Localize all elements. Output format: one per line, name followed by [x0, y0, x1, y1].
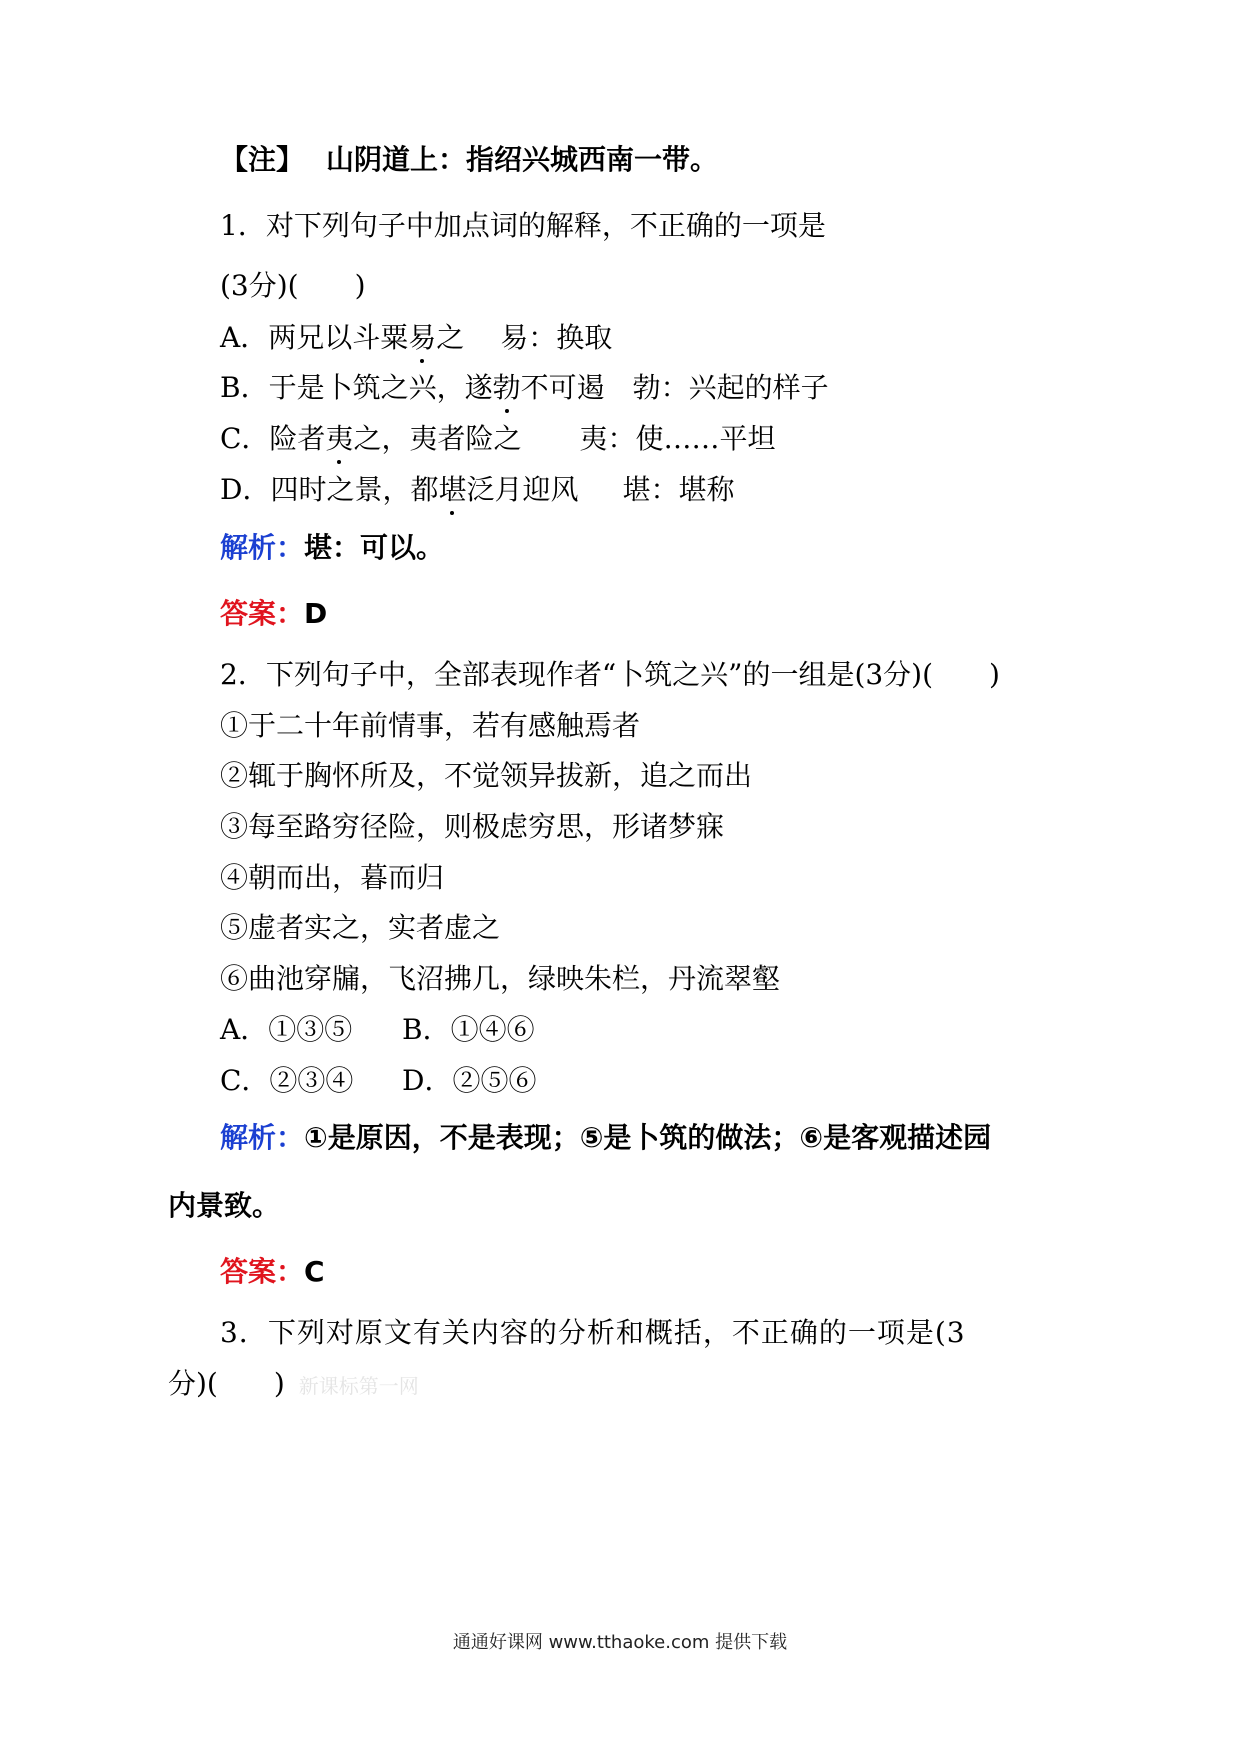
- q1-option-d: D．四时之景，都堪泛月迎风 堪：堪称: [220, 473, 735, 506]
- q1-answer: [220, 596, 327, 632]
- q2-option-c: C．②③④: [220, 1064, 354, 1097]
- emphasis-dot-word: 勃: [492, 371, 521, 404]
- q3-stem-score: 分)( ) 新课标第一网: [168, 1367, 419, 1400]
- q1-option-gloss: 堪：堪称: [622, 473, 735, 506]
- q2-analysis: [220, 1120, 991, 1156]
- answer-label: 答案：: [220, 597, 305, 630]
- q2-item-1: ①于二十年前情事，若有感触焉者: [220, 709, 641, 742]
- q2-options-row-1: [220, 1012, 535, 1048]
- q2-option-b: B．①④⑥: [402, 1013, 535, 1046]
- q1-option-gloss: 易：换取: [500, 321, 613, 354]
- q2-option-a: A．①③⑤: [220, 1013, 353, 1046]
- answer-label: 答案：: [220, 1255, 305, 1288]
- q2-item-6: ⑥曲池穿牖，飞沼拂几，绿映朱栏，丹流翠壑: [220, 962, 781, 995]
- q1-analysis: [220, 530, 444, 566]
- analysis-text: 堪：可以。: [304, 531, 445, 564]
- q2-analysis-continued: 内景致。: [168, 1189, 281, 1222]
- q3-stem: 3．下列对原文有关内容的分析和概括，不正确的一项是(3: [220, 1316, 966, 1349]
- answer-value: C: [304, 1255, 325, 1288]
- faint-watermark-text: 新课标第一网: [298, 1374, 419, 1398]
- q2-options-row-2: [220, 1063, 536, 1099]
- note-line: [220, 142, 718, 178]
- q2-item-3: ③每至路穷径险，则极虑穷思，形诸梦寐: [220, 810, 725, 843]
- q1-option-a: A．两兄以斗粟易之 易：换取: [220, 321, 613, 354]
- answer-value: D: [304, 597, 328, 630]
- q2-item-4: ④朝而出，暮而归: [220, 861, 445, 894]
- q1-option-gloss: 勃：兴起的样子: [632, 371, 829, 404]
- page-footer: 通通好课网 www.tthaoke.com 提供下载: [452, 1632, 788, 1653]
- analysis-label: 解析：: [220, 531, 305, 564]
- q1-stem: 1．对下列句子中加点词的解释，不正确的一项是: [220, 209, 826, 242]
- q1-option-gloss: 夷：使……平坦: [579, 422, 776, 455]
- analysis-text: ①是原因，不是表现；⑤是卜筑的做法；⑥是客观描述园: [304, 1121, 992, 1154]
- q1-option-c: C．险者夷之，夷者险之 夷：使……平坦: [220, 422, 776, 455]
- note-text: 山阴道上：指绍兴城西南一带。: [326, 143, 719, 176]
- q1-option-b: B．于是卜筑之兴，遂勃不可遏 勃：兴起的样子: [220, 371, 829, 404]
- emphasis-dot-word: 堪: [438, 473, 467, 506]
- emphasis-dot-word: 易: [408, 321, 437, 354]
- q2-item-5: ⑤虚者实之，实者虚之: [220, 911, 501, 944]
- emphasis-dot-word: 夷: [325, 422, 354, 455]
- q2-item-2: ②辄于胸怀所及，不觉领异拔新，追之而出: [220, 759, 753, 792]
- q2-answer: [220, 1254, 325, 1290]
- note-label: 【注】: [220, 143, 305, 176]
- analysis-label: 解析：: [220, 1121, 305, 1154]
- q2-stem: 2．下列句子中，全部表现作者“卜筑之兴”的一组是(3分)( ): [220, 658, 1000, 691]
- q1-stem-score: (3分)( ): [220, 269, 366, 302]
- q2-option-d: D．②⑤⑥: [402, 1064, 537, 1097]
